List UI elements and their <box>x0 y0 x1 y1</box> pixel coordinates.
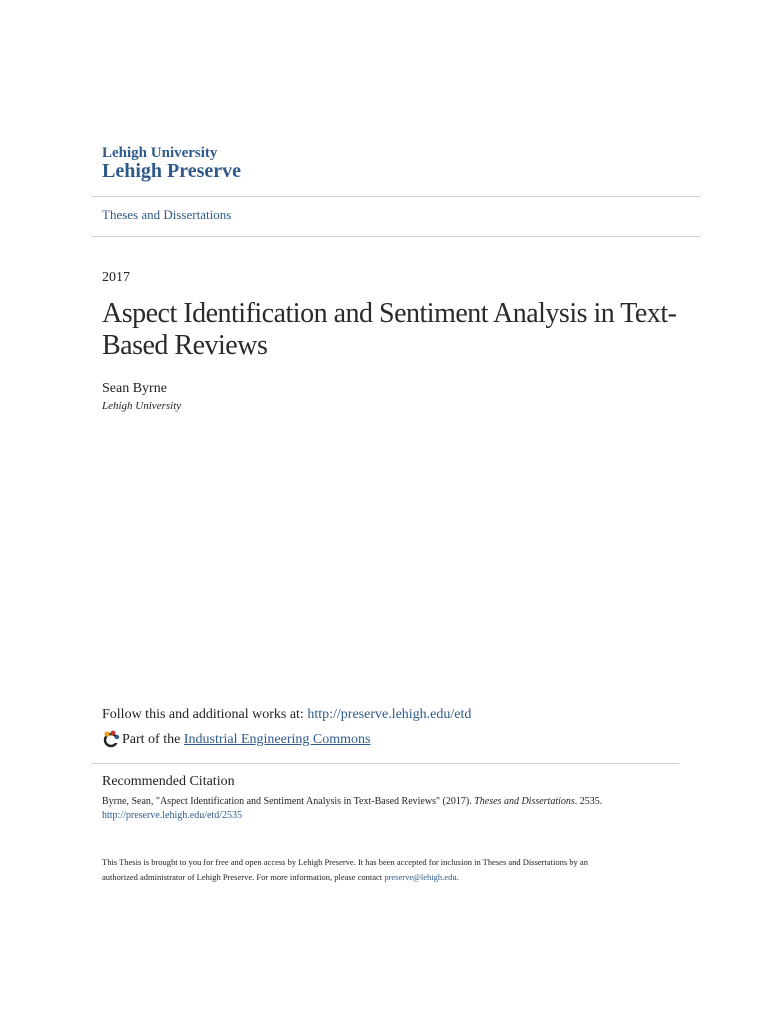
citation-body: Byrne, Sean, "Aspect Identification and Sentiment Analysis in Text-Based Reviews" (2017). <box>102 796 475 807</box>
citation-heading: Recommended Citation <box>102 774 235 789</box>
footer-notice-line1: This Thesis is brought to you for free and open access by Lehigh Preserve. It has been accepted for inclusion in Theses and Dissertations by an <box>102 857 588 867</box>
citation-url[interactable]: http://preserve.lehigh.edu/etd/2535 <box>102 810 242 821</box>
collection-link[interactable]: Theses and Dissertations <box>102 207 232 222</box>
contact-email-link[interactable]: preserve@lehigh.edu <box>384 872 457 882</box>
part-of-label: Part of the <box>122 732 181 747</box>
footer-notice-line2 <box>102 872 459 882</box>
commons-link[interactable]: Industrial Engineering Commons <box>183 732 371 747</box>
author-affiliation: Lehigh University <box>102 400 182 412</box>
commons-network-icon <box>102 730 120 748</box>
divider-middle <box>91 236 701 237</box>
follow-line <box>102 707 471 723</box>
university-name: Lehigh University <box>102 145 218 161</box>
follow-label: Follow this and additional works at: <box>102 707 308 722</box>
divider-top <box>91 196 701 197</box>
citation-number: . 2535. <box>574 796 603 807</box>
follow-link[interactable]: http://preserve.lehigh.edu/etd <box>307 707 472 722</box>
repository-name[interactable]: Lehigh Preserve <box>102 160 242 182</box>
divider-bottom <box>91 763 679 764</box>
publication-year: 2017 <box>102 270 130 285</box>
footer-line2-end: . <box>456 872 459 882</box>
citation-series: Theses and Dissertations <box>474 796 575 807</box>
citation-text <box>102 796 602 807</box>
footer-line2-text: authorized administrator of Lehigh Preserve. For more information, please contact <box>102 872 385 882</box>
author-name: Sean Byrne <box>102 381 167 396</box>
paper-title: Aspect Identification and Sentiment Analysis in Text-Based Reviews <box>102 298 677 361</box>
part-of-line <box>102 731 370 749</box>
